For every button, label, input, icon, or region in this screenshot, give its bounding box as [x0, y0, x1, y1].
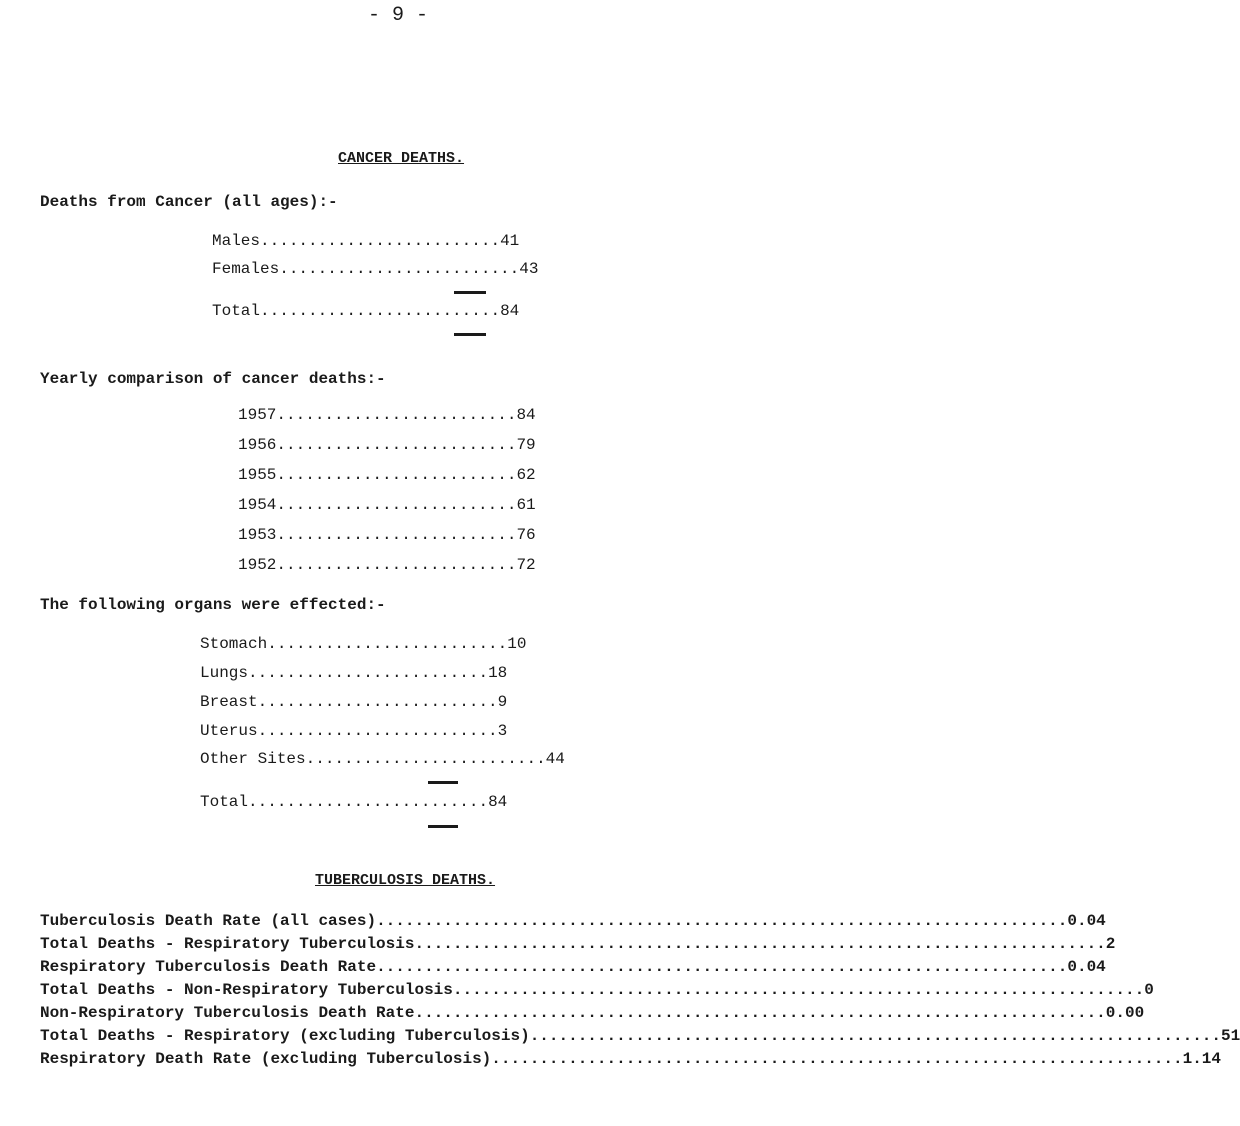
item-label: Total — [200, 793, 249, 811]
list-item-year: 1956 ......................... 79 — [238, 436, 536, 454]
item-value: 0 — [1144, 981, 1154, 999]
item-value: 44 — [545, 750, 565, 768]
list-item-year: 1952 ......................... 72 — [238, 556, 536, 574]
list-item-organ: Breast ......................... 9 — [200, 693, 508, 711]
item-label: Lungs — [200, 664, 249, 682]
item-label: Other Sites — [200, 750, 306, 768]
item-label: Total Deaths - Respiratory (excluding Tuberculosis) — [40, 1027, 530, 1045]
tb-row: Respiratory Death Rate (excluding Tuberculosis) ........................................................................ 1.14 — [40, 1050, 1221, 1068]
tuberculosis-heading: TUBERCULOSIS DEATHS. — [315, 872, 496, 889]
item-label: Respiratory Tuberculosis Death Rate — [40, 958, 377, 976]
item-value: 18 — [488, 664, 508, 682]
item-value: 0.00 — [1105, 1004, 1145, 1022]
item-label: Non-Respiratory Tuberculosis Death Rate — [40, 1004, 415, 1022]
list-item-year: 1954 ......................... 61 — [238, 496, 536, 514]
item-label: Tuberculosis Death Rate (all cases) — [40, 912, 377, 930]
item-value: 43 — [519, 260, 539, 278]
item-label: Total Deaths - Respiratory Tuberculosis — [40, 935, 415, 953]
divider — [454, 333, 486, 336]
item-value: 76 — [516, 526, 536, 544]
list-item-year: 1955 ......................... 62 — [238, 466, 536, 484]
item-value: 0.04 — [1067, 958, 1106, 976]
item-label: 1957 — [238, 406, 277, 424]
item-value: 10 — [507, 635, 527, 653]
item-value: 61 — [516, 496, 536, 514]
all-ages-label: Deaths from Cancer (all ages):- — [40, 193, 338, 211]
item-value: 1.14 — [1182, 1050, 1221, 1068]
tb-row: Total Deaths - Non-Respiratory Tuberculosis ........................................................................ 0 — [40, 981, 1154, 999]
item-label: 1954 — [238, 496, 277, 514]
item-value: 51 — [1221, 1027, 1240, 1045]
item-label: 1952 — [238, 556, 277, 574]
item-label: Stomach — [200, 635, 268, 653]
tb-row: Total Deaths - Respiratory Tuberculosis ........................................................................ 2 — [40, 935, 1116, 953]
item-value: 84 — [500, 302, 520, 320]
item-label: Breast — [200, 693, 258, 711]
tb-row: Respiratory Tuberculosis Death Rate ........................................................................ 0.04 — [40, 958, 1106, 976]
item-label: Males — [212, 232, 261, 250]
cancer-heading: CANCER DEATHS. — [338, 150, 465, 167]
list-item-organ: Other Sites ......................... 44 — [200, 750, 565, 768]
divider — [428, 781, 458, 784]
list-item-organ: Lungs ......................... 18 — [200, 664, 508, 682]
list-item-organ: Stomach ......................... 10 — [200, 635, 527, 653]
list-item-organ: Uterus ......................... 3 — [200, 722, 508, 740]
yearly-label: Yearly comparison of cancer deaths:- — [40, 370, 386, 388]
page-number: - 9 - — [368, 4, 429, 27]
item-label: Respiratory Death Rate (excluding Tuberculosis) — [40, 1050, 492, 1068]
tb-row: Tuberculosis Death Rate (all cases) ........................................................................ 0.04 — [40, 912, 1106, 930]
organs-label: The following organs were effected:- — [40, 596, 386, 614]
item-label: 1956 — [238, 436, 277, 454]
item-value: 3 — [497, 722, 508, 740]
tb-row: Non-Respiratory Tuberculosis Death Rate ........................................................................ 0.00 — [40, 1004, 1145, 1022]
list-item-year: 1953 ......................... 76 — [238, 526, 536, 544]
item-value: 62 — [516, 466, 536, 484]
list-item-year: 1957 ......................... 84 — [238, 406, 536, 424]
list-item-total: Total ......................... 84 — [212, 302, 520, 320]
item-value: 84 — [488, 793, 508, 811]
item-value: 2 — [1105, 935, 1116, 953]
tb-row: Total Deaths - Respiratory (excluding Tuberculosis) ........................................................................ 51 — [40, 1027, 1240, 1045]
item-value: 41 — [500, 232, 520, 250]
item-value: 84 — [516, 406, 536, 424]
item-value: 0.04 — [1067, 912, 1106, 930]
item-label: 1955 — [238, 466, 277, 484]
item-label: Uterus — [200, 722, 258, 740]
item-label: Total — [212, 302, 261, 320]
list-item-organs-total: Total ......................... 84 — [200, 793, 508, 811]
divider — [454, 291, 486, 294]
item-value: 9 — [497, 693, 508, 711]
item-label: Total Deaths - Non-Respiratory Tuberculosis — [40, 981, 453, 999]
divider — [428, 825, 458, 828]
item-value: 72 — [516, 556, 536, 574]
list-item-males: Males ......................... 41 — [212, 232, 520, 250]
list-item-females: Females ......................... 43 — [212, 260, 539, 278]
item-label: 1953 — [238, 526, 277, 544]
item-label: Females — [212, 260, 280, 278]
item-value: 79 — [516, 436, 536, 454]
